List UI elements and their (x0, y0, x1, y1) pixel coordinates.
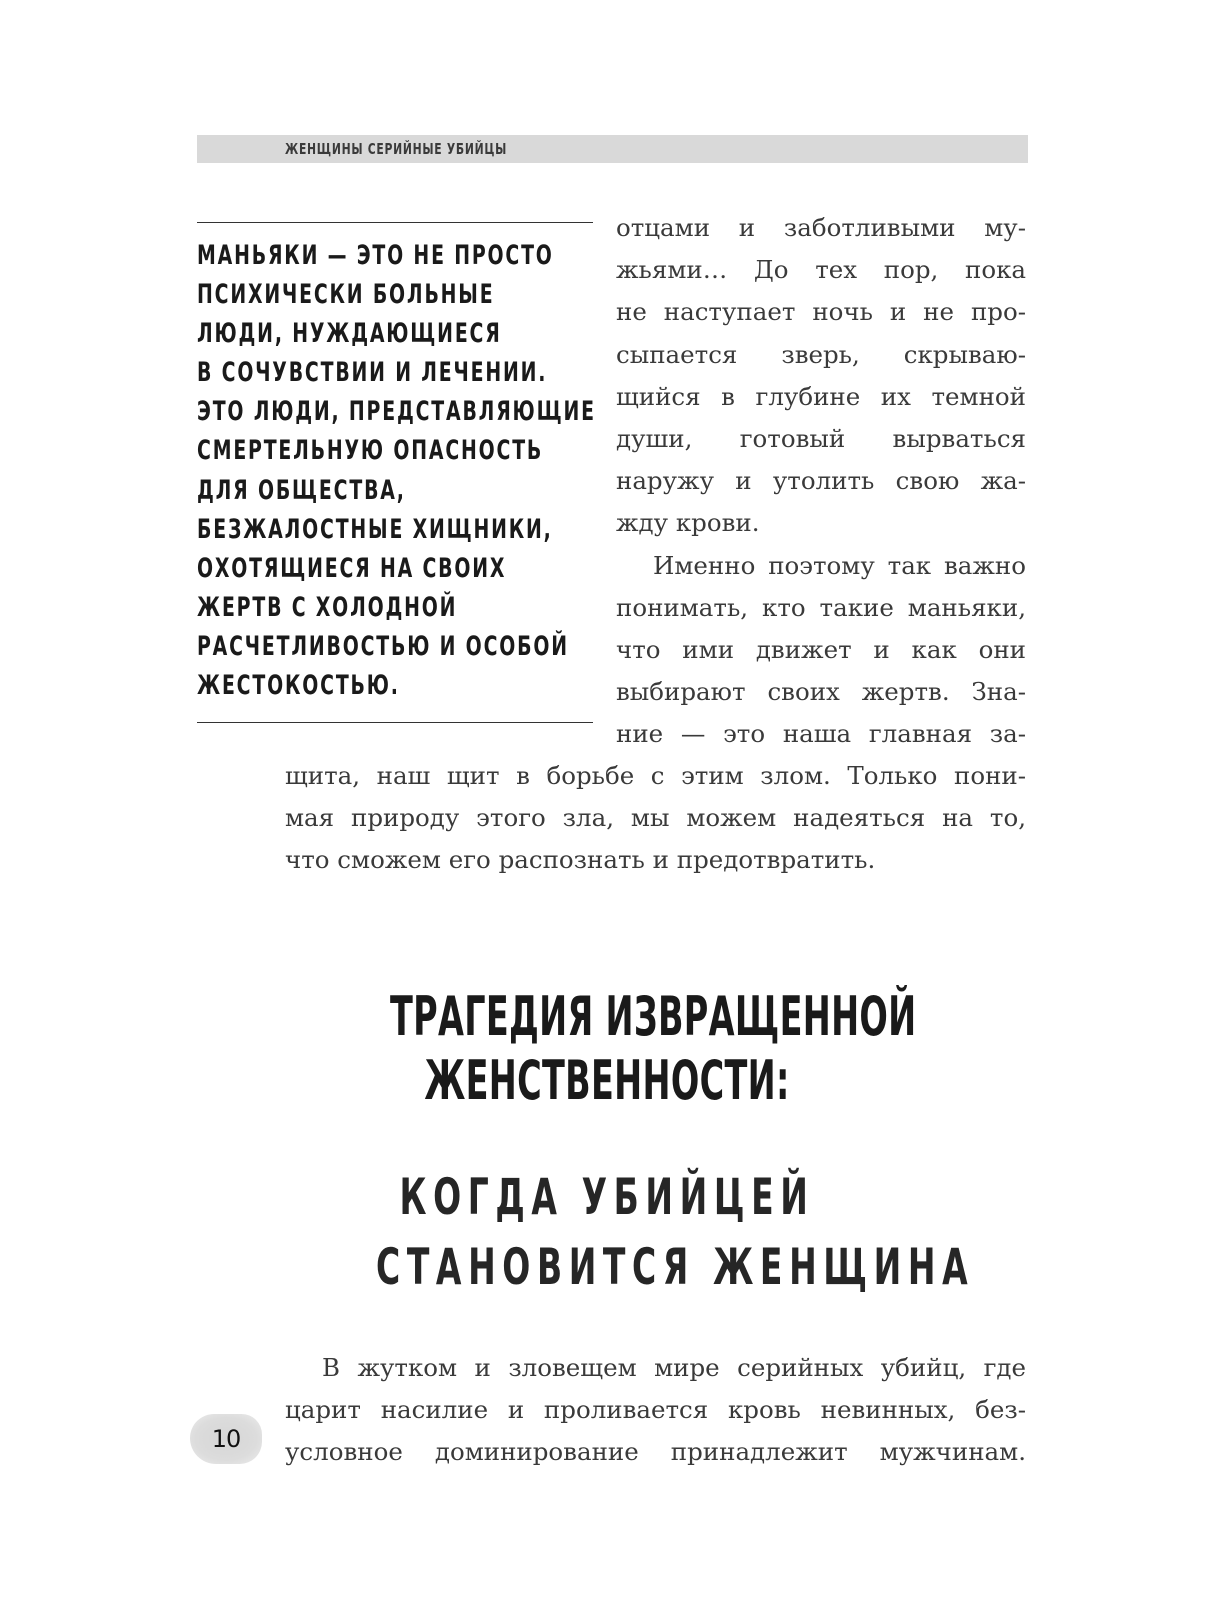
body-line: ние — это наша главная за- (616, 719, 1026, 749)
body-line: не наступает ночь и не про- (616, 297, 1026, 327)
pull-quote-line: ПСИХИЧЕСКИ БОЛЬНЫЕ (197, 279, 495, 311)
body-line-paragraph-start: Именно поэтому так важно (653, 550, 1026, 580)
body-line: условное доминирование принадлежит мужчинам. (285, 1437, 1026, 1467)
pull-quote-line: ОХОТЯЩИЕСЯ НА СВОИХ (197, 552, 507, 584)
chapter-subtitle-line: КОГДА УБИЙЦЕЙ (399, 1168, 815, 1226)
running-header (197, 135, 1028, 163)
pull-quote-line: МАНЬЯКИ — ЭТО НЕ ПРОСТО (197, 240, 554, 271)
running-header-title: ЖЕНЩИНЫ СЕРИЙНЫЕ УБИЙЦЫ (285, 140, 508, 158)
body-text-final-paragraph (285, 1347, 1026, 1474)
body-line: понимать, кто такие маньяки, (616, 592, 1026, 622)
pull-quote-line: ЖЕРТВ С ХОЛОДНОЙ (197, 591, 458, 623)
body-line: царит насилие и проливается кровь невинных, без- (285, 1395, 1026, 1425)
pull-quote-bottom-rule (197, 722, 593, 723)
pull-quote-top-rule (197, 222, 593, 223)
body-line: жду крови. (616, 508, 760, 538)
page-number-badge (190, 1414, 262, 1464)
pull-quote-line: БЕЗЖАЛОСТНЫЕ ХИЩНИКИ, (197, 513, 553, 545)
chapter-title-line: ТРАГЕДИЯ ИЗВРАЩЕННОЙ (390, 985, 917, 1048)
pull-quote-line: ЛЮДИ, НУЖДАЮЩИЕСЯ (197, 318, 502, 350)
body-text-full-width (285, 755, 1026, 882)
body-line: наружу и утолить свою жа- (616, 466, 1026, 496)
body-line: щийся в глубине их темной (616, 381, 1026, 411)
pull-quote-line: В СОЧУВСТВИИ И ЛЕЧЕНИИ. (197, 357, 548, 389)
body-line: щита, наш щит в борьбе с этим злом. Только пони- (285, 761, 1026, 790)
body-line: сыпается зверь, скрываю- (616, 339, 1026, 369)
body-line: души, готовый вырваться (616, 424, 1026, 454)
body-line: мая природу этого зла, мы можем надеяться на то, (285, 803, 1026, 833)
pull-quote-line: РАСЧЕТЛИВОСТЬЮ И ОСОБОЙ (197, 630, 569, 662)
body-line: отцами и заботливыми му- (616, 213, 1026, 242)
body-line-paragraph-start: В жутком и зловещем мире серийных убийц, где (322, 1353, 1026, 1382)
body-line: выбирают своих жертв. Зна- (616, 677, 1026, 707)
pull-quote-line: ЖЕСТОКОСТЬЮ. (197, 670, 400, 702)
chapter-subtitle-line: СТАНОВИТСЯ ЖЕНЩИНА (376, 1238, 975, 1296)
body-line: что ими движет и как они (616, 635, 1026, 665)
body-line: что сможем его распознать и предотвратить. (285, 845, 876, 875)
chapter-title-line: ЖЕНСТВЕННОСТИ: (424, 1049, 790, 1112)
body-text-right-column (616, 207, 1026, 756)
page-number: 10 (211, 1425, 241, 1453)
pull-quote-line: ДЛЯ ОБЩЕСТВА, (197, 474, 406, 506)
pull-quote-line: ЭТО ЛЮДИ, ПРЕДСТАВЛЯЮЩИЕ (197, 396, 596, 428)
body-line: жьями… До тех пор, пока (616, 255, 1026, 285)
pull-quote (197, 236, 596, 705)
pull-quote-line: СМЕРТЕЛЬНУЮ ОПАСНОСТЬ (197, 435, 544, 467)
